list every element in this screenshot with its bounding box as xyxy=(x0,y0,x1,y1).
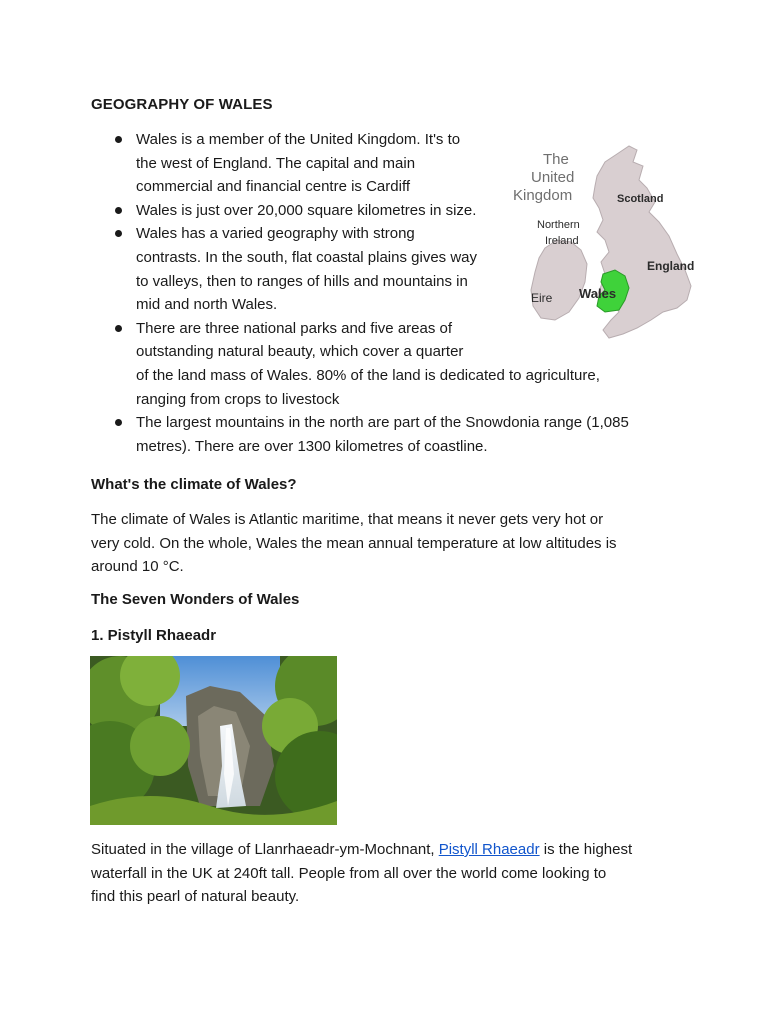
bullet-line: commercial and financial centre is Cardiff xyxy=(136,178,411,196)
paragraph-line xyxy=(91,838,681,862)
wonder-item-heading: 1. Pistyll Rhaeadr xyxy=(91,627,217,644)
bullet-item xyxy=(0,222,506,316)
map-label-wales: Wales xyxy=(579,286,617,301)
bullet-item xyxy=(0,128,506,199)
bullet-line: There are three national parks and five areas of xyxy=(136,319,453,337)
wonders-heading: The Seven Wonders of Wales xyxy=(91,591,300,608)
wonder-description xyxy=(91,838,681,909)
paragraph-line: around 10 °C. xyxy=(91,558,184,576)
bullet-dot-icon xyxy=(115,419,122,426)
paragraph-line: very cold. On the whole, Wales the mean annual temperature at low altitudes is xyxy=(91,534,617,552)
description-text: Situated in the village of Llanrhaeadr-ym-Mochnant, xyxy=(91,841,439,858)
bullet-line: to valleys, then to ranges of hills and mountains in xyxy=(136,272,468,290)
bullet-line: of the land mass of Wales. 80% of the land is dedicated to agriculture, xyxy=(136,366,600,384)
paragraph-line: The climate of Wales is Atlantic maritime, that means it never gets very hot or xyxy=(91,511,604,528)
map-label-northern-ireland: Ireland xyxy=(545,235,579,247)
bullet-line: contrasts. In the south, flat coastal plains gives way xyxy=(136,248,478,266)
map-label-scotland: Scotland xyxy=(617,193,664,205)
paragraph-line: find this pearl of natural beauty. xyxy=(91,888,300,906)
pistyll-rhaeadr-link[interactable]: Pistyll Rhaeadr xyxy=(438,841,540,858)
paragraph-line: waterfall in the UK at 240ft tall. People from all over the world come looking to xyxy=(91,864,607,882)
bullet-line: mid and north Wales. xyxy=(136,296,278,314)
page-title: GEOGRAPHY OF WALES xyxy=(91,96,273,113)
bullet-line: The largest mountains in the north are part of the Snowdonia range (1,085 xyxy=(136,414,629,432)
bullet-line: Wales is a member of the United Kingdom. It's to xyxy=(136,131,461,148)
bullet-line: Wales is just over 20,000 square kilometres in size. xyxy=(136,201,477,219)
map-title-line: The xyxy=(543,151,569,168)
map-label-eire: Eire xyxy=(531,291,553,305)
map-label-northern-ireland: Northern xyxy=(537,219,580,231)
climate-heading: What's the climate of Wales? xyxy=(91,476,297,493)
climate-paragraph xyxy=(91,508,681,579)
bullet-line: outstanding natural beauty, which cover a quarter xyxy=(136,343,464,361)
uk-map-image xyxy=(505,136,710,351)
bullet-line: metres). There are over 1300 kilometres of coastline. xyxy=(136,437,488,455)
bullet-item xyxy=(0,199,506,223)
bullet-dot-icon xyxy=(115,207,122,214)
map-label-england: England xyxy=(647,259,695,273)
bullet-line: Wales has a varied geography with strong xyxy=(136,225,415,243)
waterfall-photo xyxy=(90,656,337,825)
bullet-dot-icon xyxy=(115,136,122,143)
ireland-shape xyxy=(531,240,587,320)
bullet-dot-icon xyxy=(115,325,122,332)
bullet-line: the west of England. The capital and main xyxy=(136,154,416,172)
bullet-item xyxy=(0,411,676,458)
description-text: is the highest xyxy=(539,841,633,858)
bullet-dot-icon xyxy=(115,230,122,237)
map-title-line: Kingdom xyxy=(513,187,573,204)
bullet-line: ranging from crops to livestock xyxy=(136,390,340,408)
map-title-line: United xyxy=(531,169,575,186)
